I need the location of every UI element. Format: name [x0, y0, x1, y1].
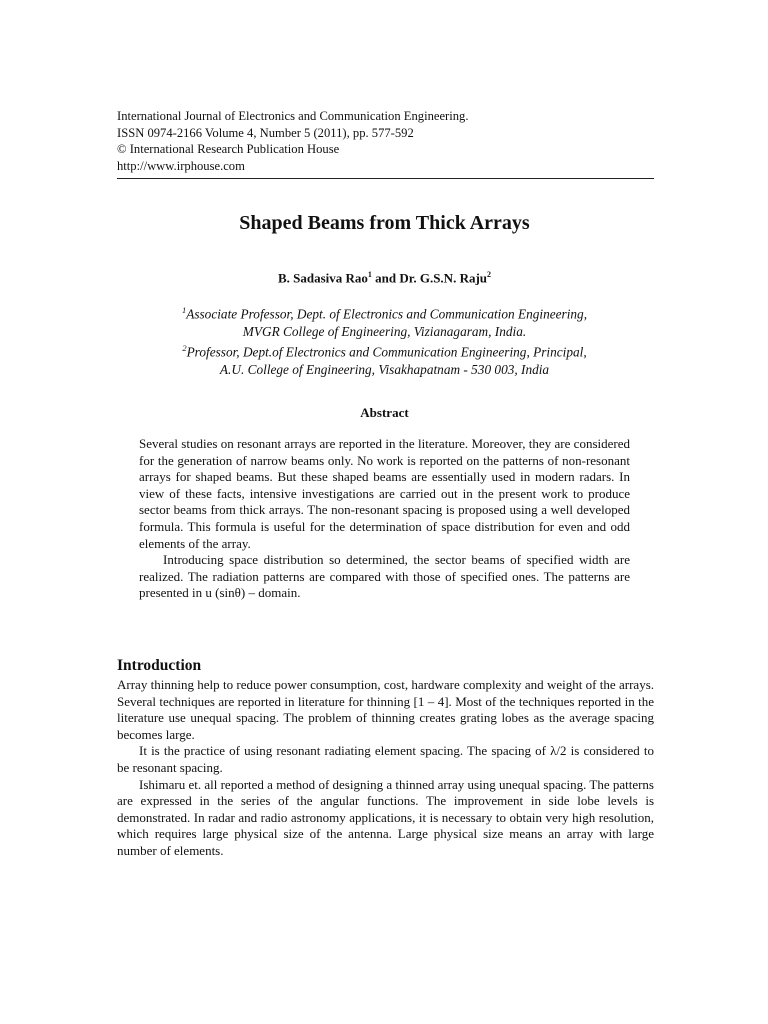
affiliation-2-superscript: 2 [182, 343, 187, 354]
affiliation-1-superscript: 1 [181, 305, 187, 315]
introduction-paragraph-2: It is the practice of using resonant radiating element spacing. The spacing of λ/2 is considered to be resonant spacing. [117, 743, 654, 775]
abstract-paragraph-1: Several studies on resonant arrays are reported in the literature. Moreover, they are considered for the generation of narrow beams only. No work is reported on the patterns of non-resonant arrays for shaped beams. But these shaped beams are essentially used in modern radars. In view of these facts, intensive investigations are carried out in the present work to produce sector beams from thick arrays. The non-resonant spacing is proposed using a well developed formula. This formula is useful for the determination of space distribution for even and odd elements of the array. [139, 436, 630, 551]
affiliation-2-line-1 [117, 340, 652, 361]
author-2-superscript: 2 [487, 270, 492, 279]
journal-name: International Journal of Electronics and Communication Engineering. [117, 109, 469, 123]
abstract-heading: Abstract [360, 405, 409, 420]
affiliation-2-line-2: A.U. College of Engineering, Visakhapatnam - 530 003, India [219, 362, 550, 378]
introduction-heading: Introduction [117, 657, 202, 674]
affiliation-1-line-2: MVGR College of Engineering, Vizianagaram, India. [242, 323, 527, 339]
abstract-paragraph-2: Introducing space distribution so determined, the sector beams of specified width are realized. The radiation patterns are compared with those of specified ones. The patterns are presented in u (sinθ) – domain. [139, 552, 630, 601]
author-line [117, 270, 652, 286]
journal-header [117, 108, 654, 174]
author-conjunction: and [371, 270, 400, 286]
introduction-paragraph-1: Array thinning help to reduce power consumption, cost, hardware complexity and weight of the arrays. Several techniques are reported in literature for thinning [1 – 4]. Most of the techniques reported in the literature use unequal spacing. The problem of thinning creates grating lobes as the average spacing becomes large. [117, 677, 654, 742]
introduction-paragraph-3: Ishimaru et. all reported a method of designing a thinned array using unequal spacing. The patterns are expressed in the series of the angular functions. The improvement in side lobe levels is demonstrated. In radar and radio astronomy applications, it is necessary to obtain very high resolution, which requires large physical size of the antenna. Large physical size means an array with large number of elements. [117, 776, 654, 858]
paper-title: Shaped Beams from Thick Arrays [239, 212, 530, 234]
issn-line: ISSN 0974-2166 Volume 4, Number 5 (2011), pp. 577-592 [117, 125, 414, 140]
author-1: B. Sadasiva Rao [277, 270, 368, 286]
header-divider [117, 178, 654, 179]
affiliations [117, 302, 652, 379]
introduction-body [117, 677, 654, 860]
journal-url: http://www.irphouse.com [117, 158, 245, 173]
affiliation-1-line-1 [117, 302, 652, 323]
author-2: Dr. G.S.N. Raju [399, 270, 488, 286]
abstract-body [139, 436, 630, 602]
author-1-superscript: 1 [367, 270, 372, 279]
affiliation-1-text: Associate Professor, Dept. of Electronics and Communication Engineering, [186, 306, 588, 322]
publisher-line: © International Research Publication House [117, 142, 340, 157]
affiliation-2-text: Professor, Dept.of Electronics and Communication Engineering, Principal, [186, 344, 587, 360]
